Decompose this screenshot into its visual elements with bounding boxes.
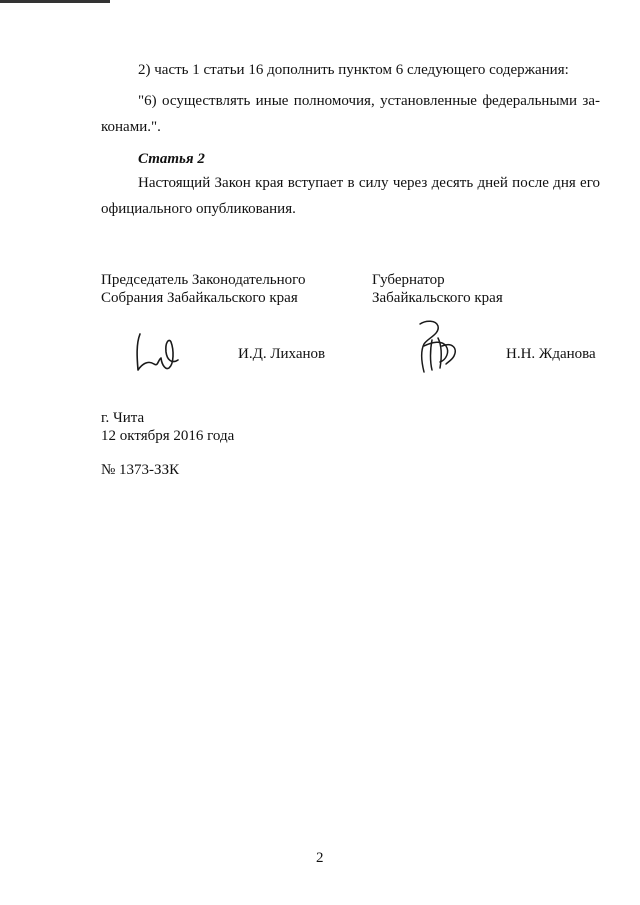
top-rule (0, 0, 110, 3)
paragraph-effective-line2: официального опубликования. (101, 201, 296, 217)
paragraph-effective-line1: Настоящий Закон края вступает в силу через десять дней после дня его (138, 175, 600, 191)
date: 12 октября 2016 года (101, 428, 235, 444)
paragraph-quote-line1: "6) осуществлять иные полномочия, установленные федеральными за- (138, 93, 600, 109)
right-signatory-title-line2: Забайкальского края (372, 290, 503, 306)
left-signatory-title-line2: Собрания Забайкальского края (101, 290, 298, 306)
right-signatory-title-line1: Губернатор (372, 272, 445, 288)
page-number: 2 (316, 850, 324, 866)
paragraph-amendment: 2) часть 1 статьи 16 дополнить пунктом 6 следующего содержания: (138, 62, 569, 78)
article-heading: Статья 2 (138, 151, 205, 167)
left-signatory-title-line1: Председатель Законодательного (101, 272, 306, 288)
paragraph-quote-line2: конами.". (101, 119, 161, 135)
right-signatory-name: Н.Н. Жданова (506, 346, 596, 362)
left-signatory-name: И.Д. Лиханов (238, 346, 326, 362)
left-signature (128, 330, 188, 380)
place: г. Чита (101, 410, 145, 426)
right-signature (402, 316, 472, 378)
law-number: № 1373-ЗЗК (101, 462, 180, 478)
